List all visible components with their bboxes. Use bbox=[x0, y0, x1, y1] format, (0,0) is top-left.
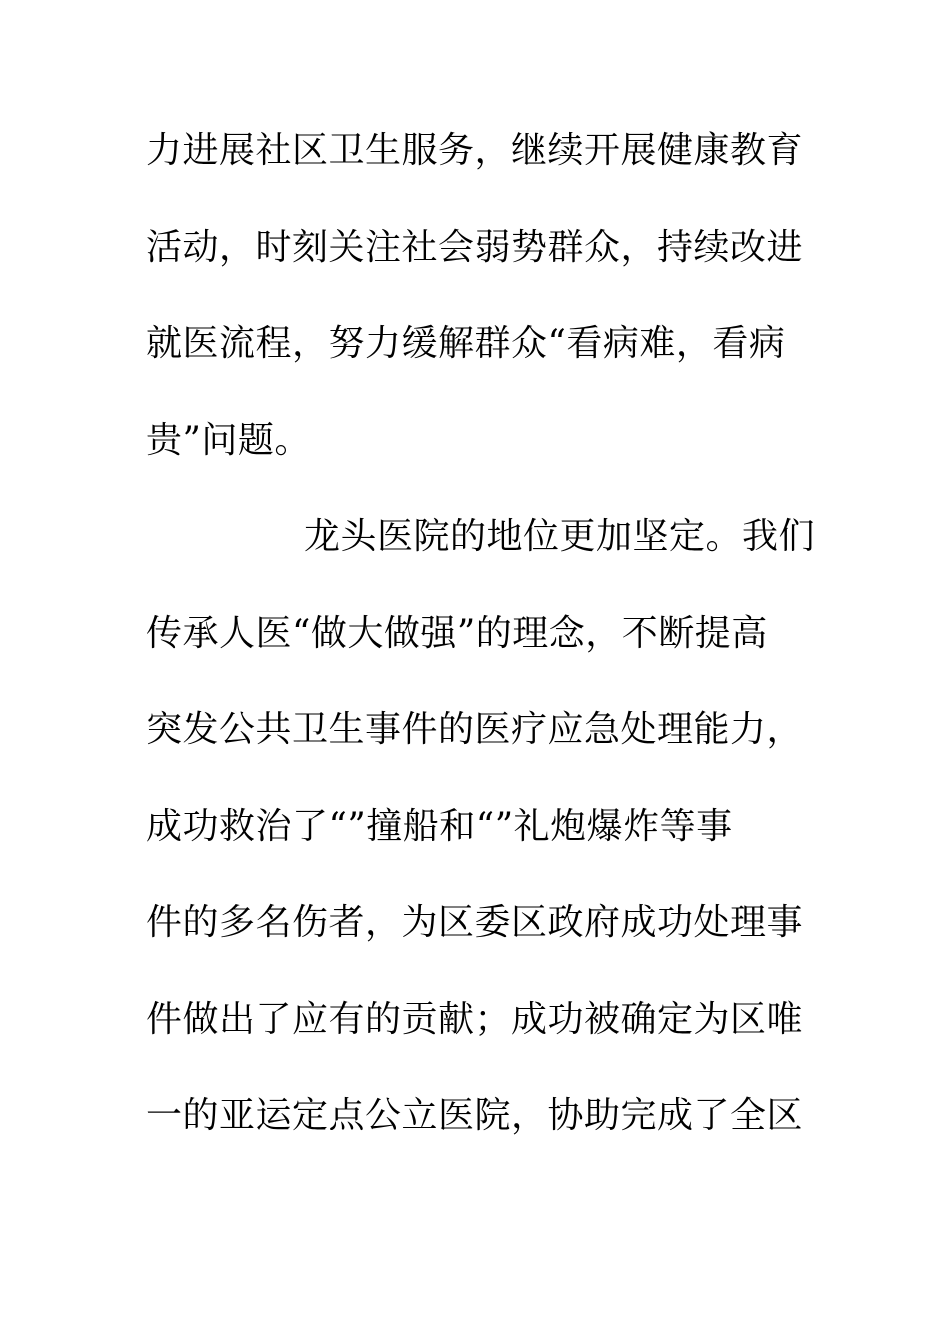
text-line: 件做出了应有的贡献；成功被确定为区唯 bbox=[146, 998, 804, 1040]
text-line: 传承人医“做大做强”的理念，不断提高 bbox=[146, 612, 768, 654]
text-line: 活动，时刻关注社会弱势群众，持续改进 bbox=[146, 226, 804, 268]
text-line: 成功救治了“”撞船和“”礼炮爆炸等事 bbox=[146, 805, 733, 847]
paragraph-first-line: 龙头医院的地位更加坚定。我们 bbox=[304, 516, 816, 557]
text-line: 一的亚运定点公立医院，协助完成了全区 bbox=[146, 1095, 804, 1136]
text-line: 力进展社区卫生服务，继续开展健康教育 bbox=[146, 130, 804, 171]
text-line: 贵”问题。 bbox=[146, 419, 311, 461]
body-text bbox=[146, 120, 816, 1182]
text-line: 突发公共卫生事件的医疗应急处理能力， bbox=[146, 709, 804, 750]
text-line: 件的多名伤者，为区委区政府成功处理事 bbox=[146, 902, 804, 943]
text-line: 就医流程，努力缓解群众“看病难，看病 bbox=[146, 323, 786, 364]
